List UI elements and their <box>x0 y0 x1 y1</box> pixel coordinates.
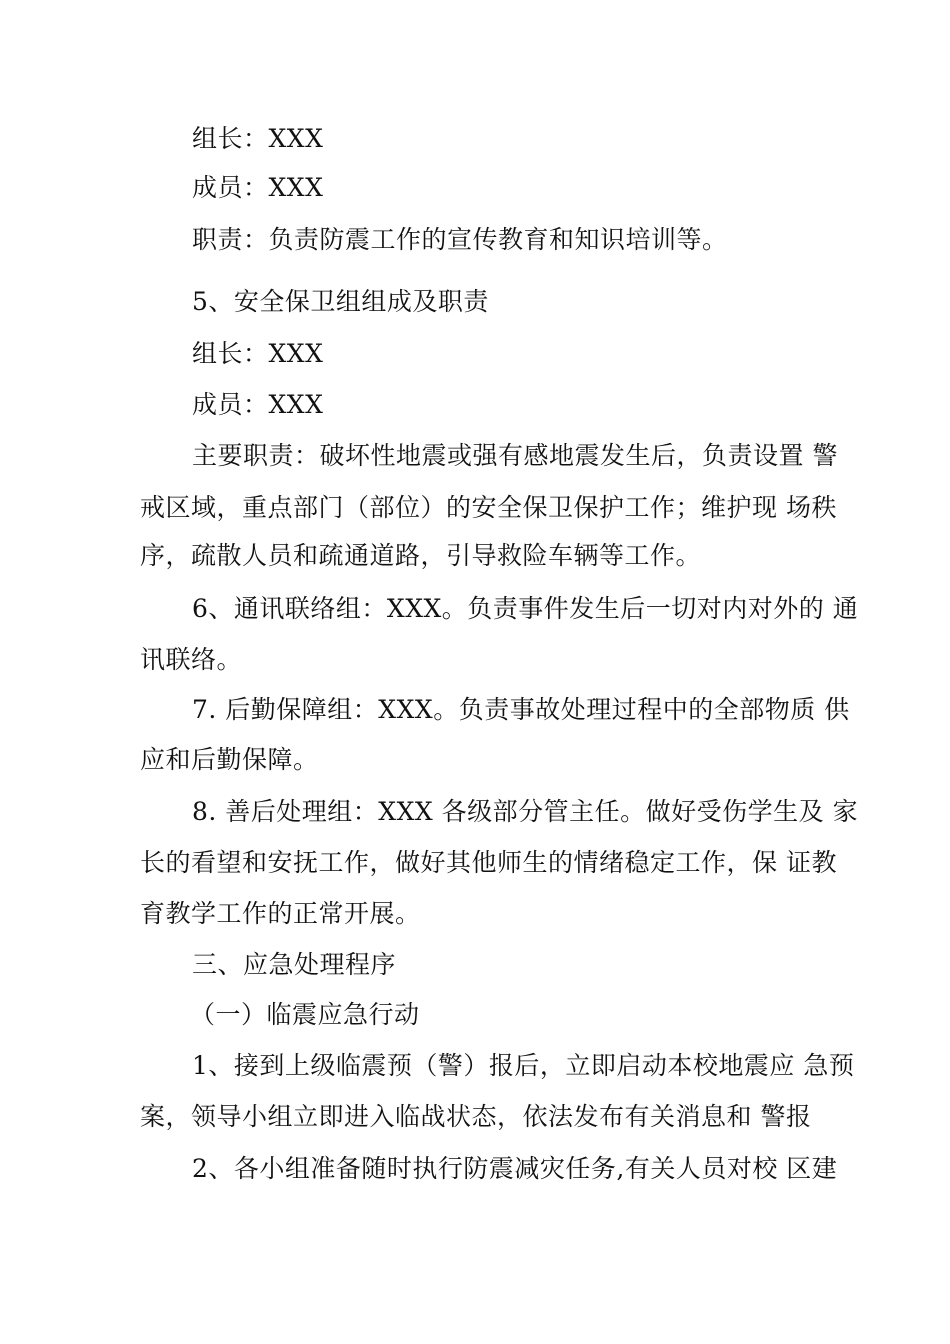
aftermath-line-2: 长的看望和安抚工作，做好其他师生的情绪稳定工作，保 证教 <box>140 848 837 877</box>
imminent-step-2-line-1: 2、各小组准备随时执行防震减灾任务,有关人员对校 区建 <box>192 1154 838 1183</box>
logistics-line-1: 7. 后勤保障组：XXX。负责事故处理过程中的全部物质 供 <box>192 695 850 724</box>
security-duty-line-3: 序，疏散人员和疏通道路，引导救险车辆等工作。 <box>140 541 702 570</box>
security-duty-line-2: 戒区域，重点部门（部位）的安全保卫保护工作；维护现 场秩 <box>140 493 837 522</box>
security-leader-line: 组长：XXX <box>192 339 324 368</box>
imminent-step-1-line-2: 案，领导小组立即进入临战状态，依法发布有关消息和 警报 <box>140 1102 812 1131</box>
section-heading-security: 5、安全保卫组组成及职责 <box>192 287 489 316</box>
communication-line-1: 6、通讯联络组：XXX。负责事件发生后一切对内对外的 通 <box>192 594 859 623</box>
logistics-line-2: 应和后勤保障。 <box>140 745 319 774</box>
security-duty-line-1: 主要职责：破坏性地震或强有感地震发生后，负责设置 警 <box>192 441 838 470</box>
imminent-step-1-line-1: 1、接到上级临震预（警）报后，立即启动本校地震应 急预 <box>192 1051 855 1080</box>
duty-line: 职责：负责防震工作的宣传教育和知识培训等。 <box>192 225 728 254</box>
aftermath-line-1: 8. 善后处理组：XXX 各级部分管主任。做好受伤学生及 家 <box>192 797 859 826</box>
team-leader-line: 组长：XXX <box>192 124 324 153</box>
section-heading-emergency: 三、应急处理程序 <box>192 950 397 979</box>
security-member-line: 成员：XXX <box>192 390 324 419</box>
aftermath-line-3: 育教学工作的正常开展。 <box>140 899 421 928</box>
team-member-line: 成员：XXX <box>192 173 324 202</box>
communication-line-2: 讯联络。 <box>140 645 243 674</box>
subsection-heading-imminent: （一）临震应急行动 <box>190 1000 420 1029</box>
